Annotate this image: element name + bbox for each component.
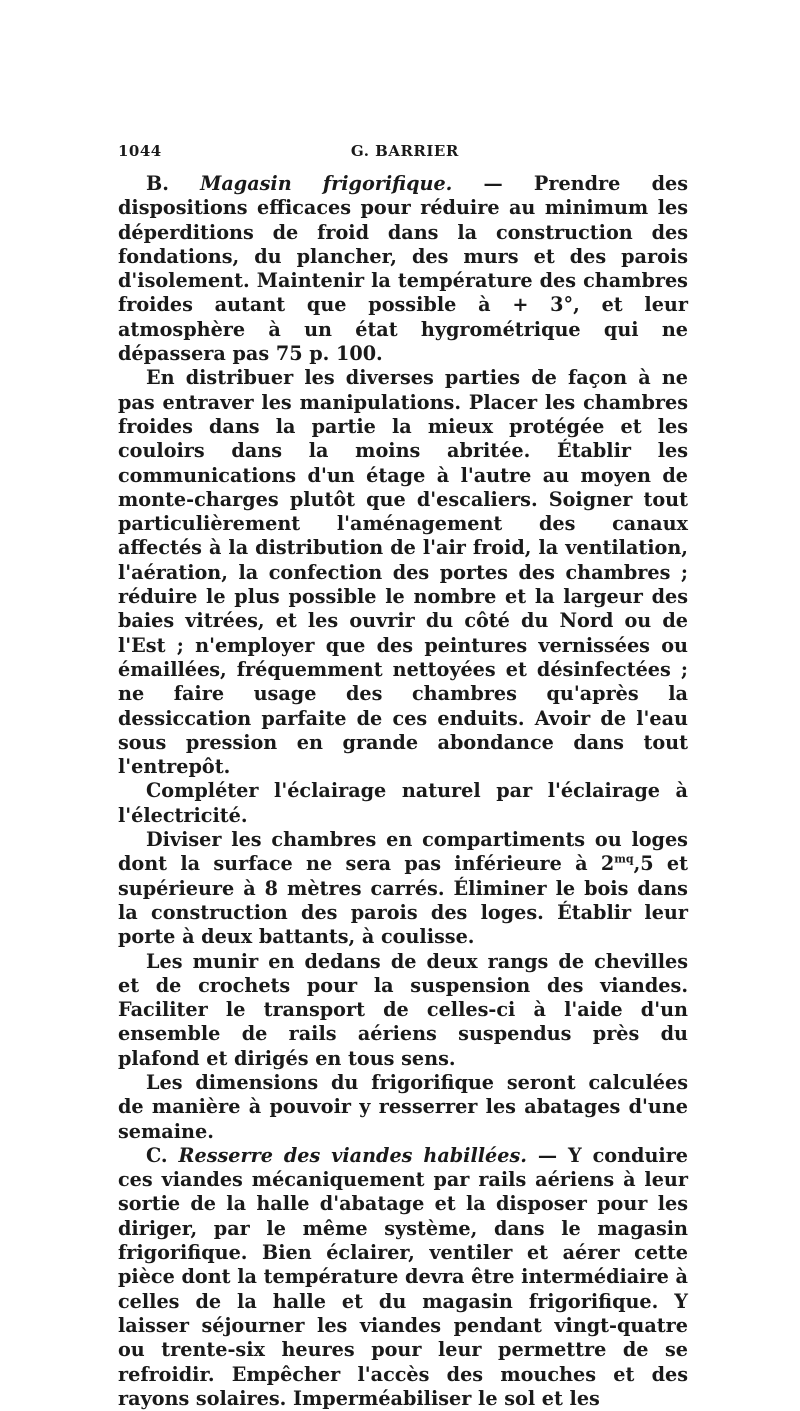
paragraph-text: Les dimensions du frigorifique seront calculées de manière à pouvoir y resserrer les abatages d'une semaine. [118, 1070, 688, 1143]
running-title: G. BARRIER [350, 142, 459, 160]
paragraph-eclairage [118, 779, 688, 828]
paragraph-compartiments [118, 828, 688, 949]
paragraph-chevilles [118, 950, 688, 1071]
paragraph-text: Diviser les chambres en compartiments ou loges dont la surface ne sera pas inférieure à 2 [118, 828, 688, 876]
paragraph-resserre [118, 1144, 688, 1411]
running-header [118, 142, 688, 172]
book-page [118, 142, 688, 1411]
paragraph-text: Compléter l'éclairage naturel par l'éclairage à l'électricité. [118, 779, 688, 827]
section-heading: Resserre des viandes habillées. [178, 1143, 527, 1167]
unit-superscript: mq [614, 852, 634, 866]
paragraph-distribution [118, 366, 688, 779]
paragraph-text: En distribuer les diverses parties de façon à ne pas entraver les manipulations. Placer les chambres froides dans la partie la mieux protégée et les couloirs dans la moins abritée. Établir les communications d'un étage à l'autre au moyen de monte-charges plutôt que d'escaliers. Soigner tout particulièrement l'aménagement des canaux affectés à la distribution de l'air froid, la ventilation, l'aération, la confection des portes des chambres ; réduire le plus possible le nombre et la largeur des baies vitrées, et les ouvrir du côté du Nord ou de l'Est ; n'employer que des peintures vernissées ou émaillées, fréquemment nettoyées et désinfectées ; ne faire usage des chambres qu'après la dessiccation parfaite de ces enduits. Avoir de l'eau sous pression en grande abondance dans tout l'entrepôt. [118, 366, 688, 779]
paragraph-dimensions [118, 1071, 688, 1144]
section-letter: B. [146, 172, 201, 195]
paragraph-text: — Prendre des dispositions efficaces pour réduire au minimum les déperditions de froid dans la construction des fondations, du plancher, des murs et des parois d'isolement. Maintenir la température des chambres froides autant que possible à + 3°, et leur atmosphère à un état hygrométrique qui ne dépassera pas 75 p. 100. [118, 172, 688, 366]
page-number: 1044 [118, 142, 162, 160]
paragraph-text-continued: ,5 et supérieure à 8 mètres carrés. Éliminer le bois dans la construction des parois des loges. Établir leur porte à deux battants, à coulisse. [118, 852, 688, 949]
paragraph-text: Les munir en dedans de deux rangs de chevilles et de crochets pour la suspension des viandes. Faciliter le transport de celles-ci à l'aide d'un ensemble de rails aériens suspendus près du plafond et dirigés en tous sens. [118, 949, 688, 1070]
section-heading: Magasin frigorifique. [200, 172, 453, 195]
paragraph-text: — Y conduire ces viandes mécaniquement par rails aériens à leur sortie de la halle d'abatage et la disposer pour les diriger, par le même système, dans le magasin frigorifique. Bien éclairer, ventiler et aérer cette pièce dont la température devra être intermédiaire à celles de la halle et du magasin frigorifique. Y laisser séjourner les viandes pendant vingt-quatre ou trente-six heures pour leur permettre de se refroidir. Empêcher l'accès des mouches et des rayons solaires. Imperméabiliser le sol et les [118, 1143, 689, 1410]
section-letter: C. [146, 1143, 179, 1167]
body-text [118, 172, 688, 1411]
paragraph-magasin-frigorifique [118, 172, 688, 366]
